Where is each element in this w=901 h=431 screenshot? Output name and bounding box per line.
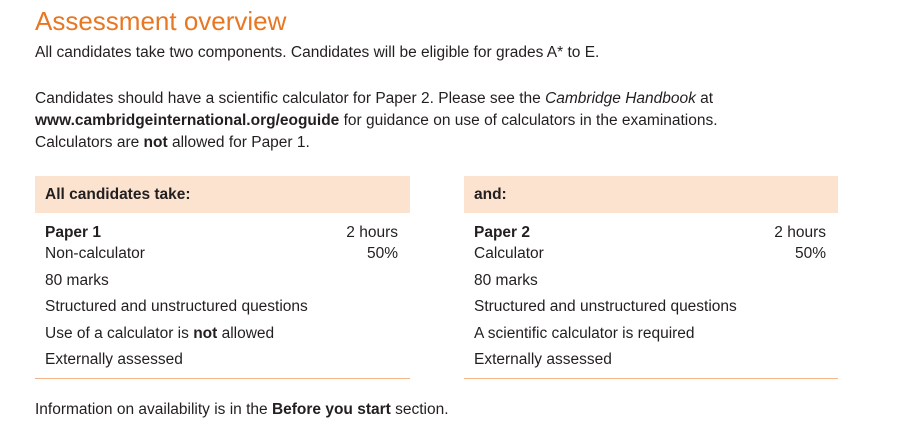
calculator-note-text: for guidance on use of calculators in the examinations.: [339, 112, 718, 129]
calculator-rule-text: Use of a calculator is: [45, 325, 194, 342]
intro-text: All candidates take two components. Candidates will be eligible for grades A* to E.: [35, 44, 600, 61]
footer-text: section.: [390, 401, 449, 418]
type-row: [45, 243, 398, 265]
calculator-note-text: Candidates should have a scientific calculator for Paper 2. Please see the: [35, 90, 546, 107]
panel-body: [464, 213, 838, 379]
paper-duration: 2 hours: [346, 224, 398, 241]
paper-row: [474, 222, 826, 244]
paper-duration: 2 hours: [774, 224, 826, 241]
panel-body: [35, 213, 410, 379]
handbook-title: Cambridge Handbook: [545, 90, 696, 107]
paper-name: Paper 2: [474, 224, 531, 241]
panel-header: and:: [464, 176, 838, 213]
calculator-rule-text: allowed: [217, 325, 275, 342]
paper-type: Non-calculator: [45, 245, 145, 262]
paper-marks: 80 marks: [474, 272, 538, 289]
calculator-note-text: allowed for Paper 1.: [167, 134, 310, 151]
paper-weight: 50%: [366, 245, 398, 262]
calculator-note-text: Calculators are: [35, 134, 144, 151]
calculator-note: [35, 88, 718, 154]
calculator-note-text: at: [695, 90, 714, 107]
type-row: [474, 243, 826, 265]
guide-url: www.cambridgeinternational.org/eoguide: [35, 112, 340, 129]
paper-questions: Structured and unstructured questions: [474, 298, 737, 315]
paper-1-panel: [35, 176, 410, 380]
not-emphasis: not: [143, 134, 168, 151]
section-reference: Before you start: [271, 401, 391, 418]
paper-calculator-rule: [45, 323, 398, 345]
calculator-note-line-2: [35, 110, 718, 132]
paper-2-panel: [464, 176, 838, 380]
paper-questions: Structured and unstructured questions: [45, 298, 308, 315]
paper-marks: 80 marks: [45, 272, 109, 289]
calculator-note-line-1: [35, 88, 718, 110]
calculator-note-line-3: [35, 132, 718, 154]
paper-name: Paper 1: [45, 224, 102, 241]
paper-assessment: Externally assessed: [474, 351, 612, 368]
paper-row: [45, 222, 398, 244]
footer-note: [35, 399, 449, 421]
paper-calculator-rule: A scientific calculator is required: [474, 325, 695, 342]
paper-weight: 50%: [794, 245, 826, 262]
footer-text: Information on availability is in the: [35, 401, 272, 418]
paper-assessment: Externally assessed: [45, 351, 183, 368]
page-title: Assessment overview: [35, 6, 287, 36]
panel-header: All candidates take:: [35, 176, 410, 213]
not-emphasis: not: [193, 325, 218, 342]
paper-type: Calculator: [474, 245, 544, 262]
